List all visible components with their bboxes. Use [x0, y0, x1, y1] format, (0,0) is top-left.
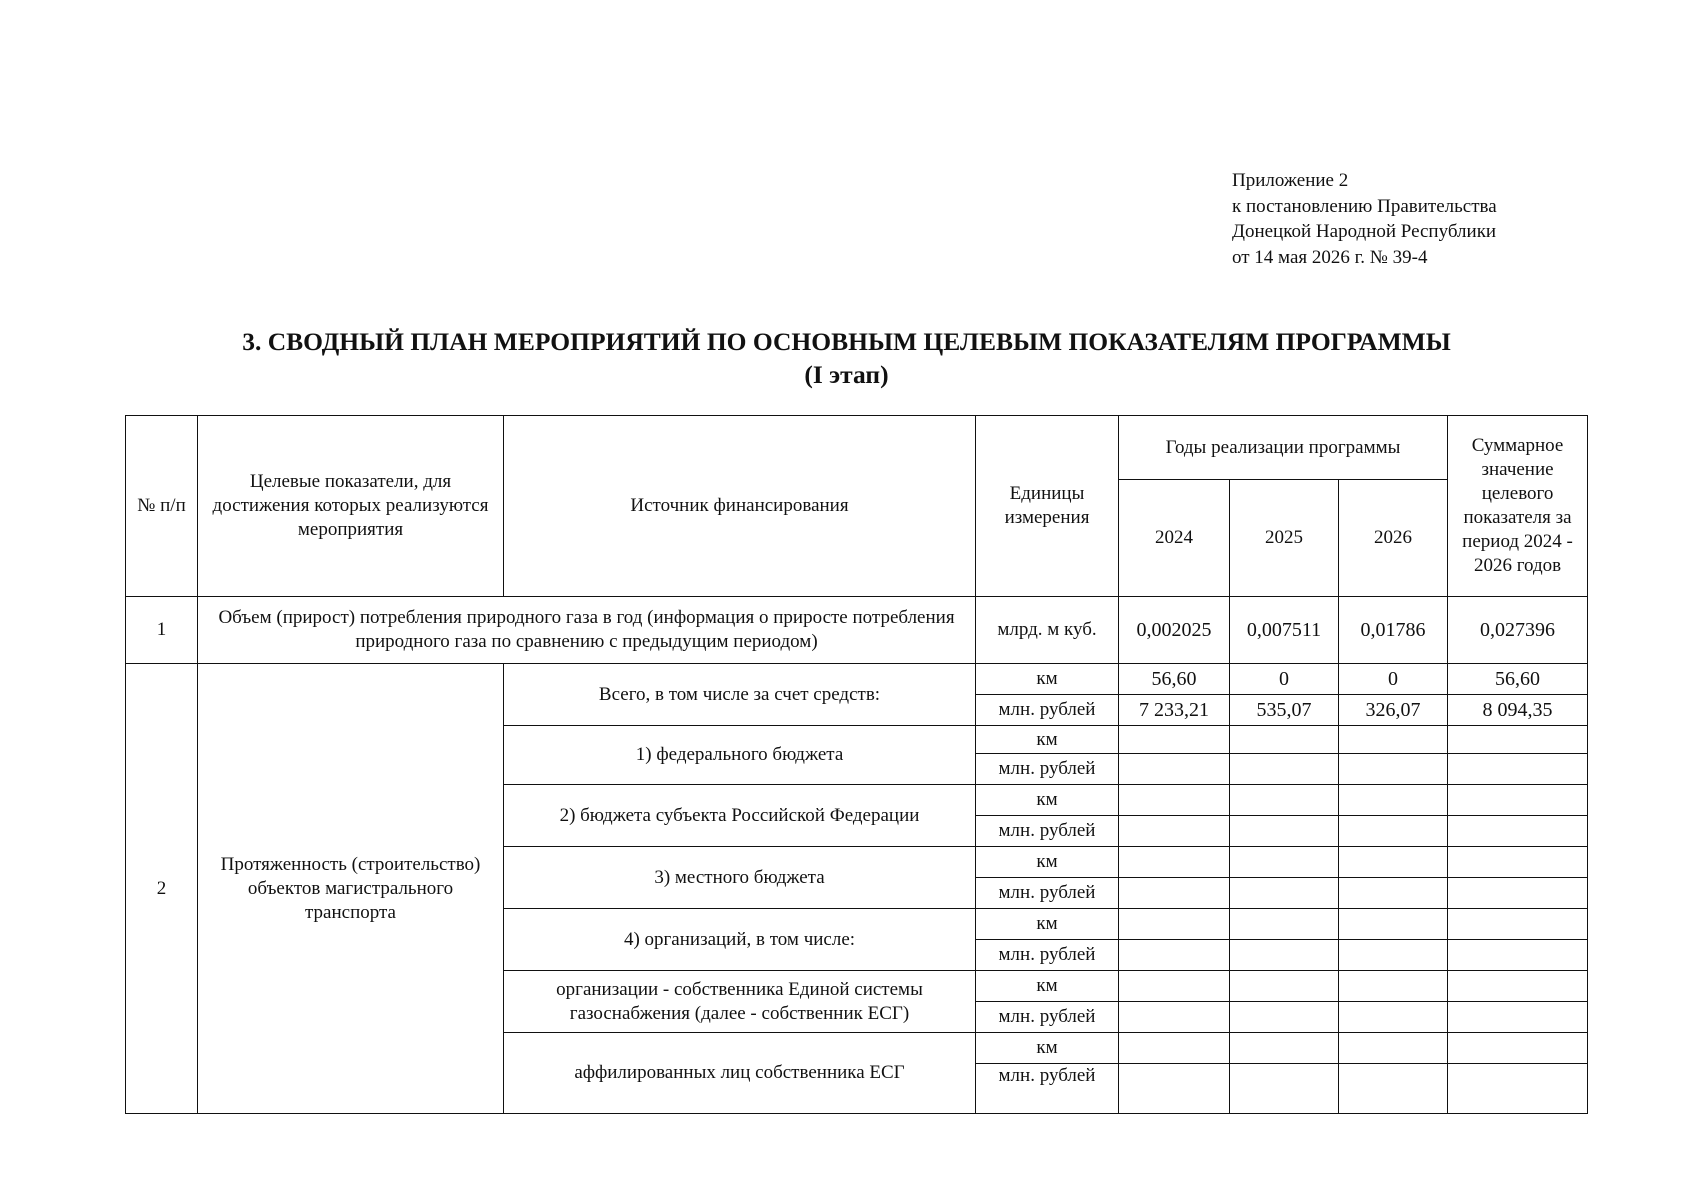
value-cell: [1230, 940, 1339, 971]
total-cell: 8 094,35: [1448, 695, 1588, 726]
row-indicator: Объем (прирост) потребления природного газа в год (информация о приросте потребления природного газа по сравнению с предыдущим периодом): [198, 597, 976, 664]
header-year: 2025: [1230, 480, 1339, 597]
header-indicators: Целевые показатели, для достижения которых реализуются мероприятия: [198, 416, 504, 597]
appendix-line: от 14 мая 2026 г. № 39-4: [1232, 246, 1428, 268]
value-cell: [1339, 1002, 1448, 1033]
value-cell: [1230, 1064, 1339, 1114]
value-cell: [1119, 971, 1230, 1002]
value-cell: [1339, 940, 1448, 971]
appendix-line: Донецкой Народной Республики: [1232, 221, 1497, 242]
total-cell: [1448, 785, 1588, 816]
total-cell: [1448, 1064, 1588, 1114]
header-year: 2026: [1339, 480, 1448, 597]
total-cell: [1448, 816, 1588, 847]
value-cell: [1119, 940, 1230, 971]
value-cell: 326,07: [1339, 695, 1448, 726]
header-row: [126, 416, 1588, 480]
total-cell: [1448, 847, 1588, 878]
value-cell: [1230, 726, 1339, 754]
value-cell: 7 233,21: [1119, 695, 1230, 726]
unit-km: км: [976, 909, 1119, 940]
value-cell: [1230, 754, 1339, 785]
value-cell: [1119, 816, 1230, 847]
value-cell: [1230, 1002, 1339, 1033]
total-cell: 0,027396: [1448, 597, 1588, 664]
value-cell: 0,007511: [1230, 597, 1339, 664]
total-cell: [1448, 940, 1588, 971]
total-cell: [1448, 1033, 1588, 1064]
unit-rub: млн. рублей: [976, 754, 1119, 785]
appendix-block: [1232, 168, 1497, 270]
value-cell: [1119, 754, 1230, 785]
unit-km: км: [976, 1033, 1119, 1064]
value-cell: [1230, 816, 1339, 847]
appendix-line: к постановлению Правительства: [1232, 195, 1497, 217]
value-cell: [1230, 785, 1339, 816]
document-title: [0, 325, 1693, 391]
value-cell: [1119, 785, 1230, 816]
total-cell: 56,60: [1448, 664, 1588, 695]
source-label: 2) бюджета субъекта Российской Федерации: [504, 785, 976, 847]
value-cell: [1339, 754, 1448, 785]
value-cell: 0: [1230, 664, 1339, 695]
value-cell: [1230, 1033, 1339, 1064]
row-indicator: Протяженность (строительство) объектов магистрального транспорта: [198, 664, 504, 1114]
value-cell: [1119, 726, 1230, 754]
value-cell: [1119, 909, 1230, 940]
total-cell: [1448, 878, 1588, 909]
value-cell: [1339, 909, 1448, 940]
value-cell: [1230, 909, 1339, 940]
unit-rub: млн. рублей: [976, 1064, 1119, 1114]
total-cell: [1448, 1002, 1588, 1033]
value-cell: 56,60: [1119, 664, 1230, 695]
source-label: организации - собственника Единой системы газоснабжения (далее - собственник ЕСГ): [504, 971, 976, 1033]
value-cell: [1230, 971, 1339, 1002]
value-cell: [1119, 1033, 1230, 1064]
value-cell: [1339, 971, 1448, 1002]
value-cell: [1339, 726, 1448, 754]
title-line: 3. СВОДНЫЙ ПЛАН МЕРОПРИЯТИЙ ПО ОСНОВНЫМ ЦЕЛЕВЫМ ПОКАЗАТЕЛЯМ ПРОГРАММЫ: [242, 327, 1451, 356]
unit-km: км: [976, 785, 1119, 816]
row-number: 2: [126, 664, 198, 1114]
unit-km: км: [976, 664, 1119, 695]
unit-rub: млн. рублей: [976, 878, 1119, 909]
unit-km: км: [976, 847, 1119, 878]
unit-km: км: [976, 971, 1119, 1002]
header-year: 2024: [1119, 480, 1230, 597]
total-cell: [1448, 909, 1588, 940]
total-cell: [1448, 754, 1588, 785]
appendix-line: Приложение 2: [1232, 170, 1349, 191]
row-number: 1: [126, 597, 198, 664]
header-source: Источник финансирования: [504, 416, 976, 597]
value-cell: 535,07: [1230, 695, 1339, 726]
value-cell: 0,01786: [1339, 597, 1448, 664]
unit-km: км: [976, 726, 1119, 754]
value-cell: [1230, 878, 1339, 909]
table-row: [126, 664, 1588, 695]
plan-table: [125, 415, 1588, 1114]
header-units: Единицы измерения: [976, 416, 1119, 597]
value-cell: 0,002025: [1119, 597, 1230, 664]
value-cell: [1339, 1064, 1448, 1114]
value-cell: [1339, 878, 1448, 909]
value-cell: [1119, 1002, 1230, 1033]
header-total: Суммарное значение целевого показателя за период 2024 - 2026 годов: [1448, 416, 1588, 597]
source-label: Всего, в том числе за счет средств:: [504, 664, 976, 726]
unit-rub: млн. рублей: [976, 940, 1119, 971]
source-label: 3) местного бюджета: [504, 847, 976, 909]
row-unit: млрд. м куб.: [976, 597, 1119, 664]
header-years-group: Годы реализации программы: [1119, 416, 1448, 480]
value-cell: [1119, 1064, 1230, 1114]
value-cell: [1339, 785, 1448, 816]
value-cell: [1230, 847, 1339, 878]
source-label: аффилированных лиц собственника ЕСГ: [504, 1033, 976, 1114]
total-cell: [1448, 726, 1588, 754]
unit-rub: млн. рублей: [976, 816, 1119, 847]
value-cell: [1339, 816, 1448, 847]
source-label: 1) федерального бюджета: [504, 726, 976, 785]
value-cell: [1119, 847, 1230, 878]
value-cell: [1339, 847, 1448, 878]
value-cell: [1119, 878, 1230, 909]
table-row: [126, 597, 1588, 664]
value-cell: [1339, 1033, 1448, 1064]
unit-rub: млн. рублей: [976, 695, 1119, 726]
unit-rub: млн. рублей: [976, 1002, 1119, 1033]
value-cell: 0: [1339, 664, 1448, 695]
source-label: 4) организаций, в том числе:: [504, 909, 976, 971]
total-cell: [1448, 971, 1588, 1002]
title-subline: (I этап): [804, 360, 889, 389]
header-number: № п/п: [126, 416, 198, 597]
